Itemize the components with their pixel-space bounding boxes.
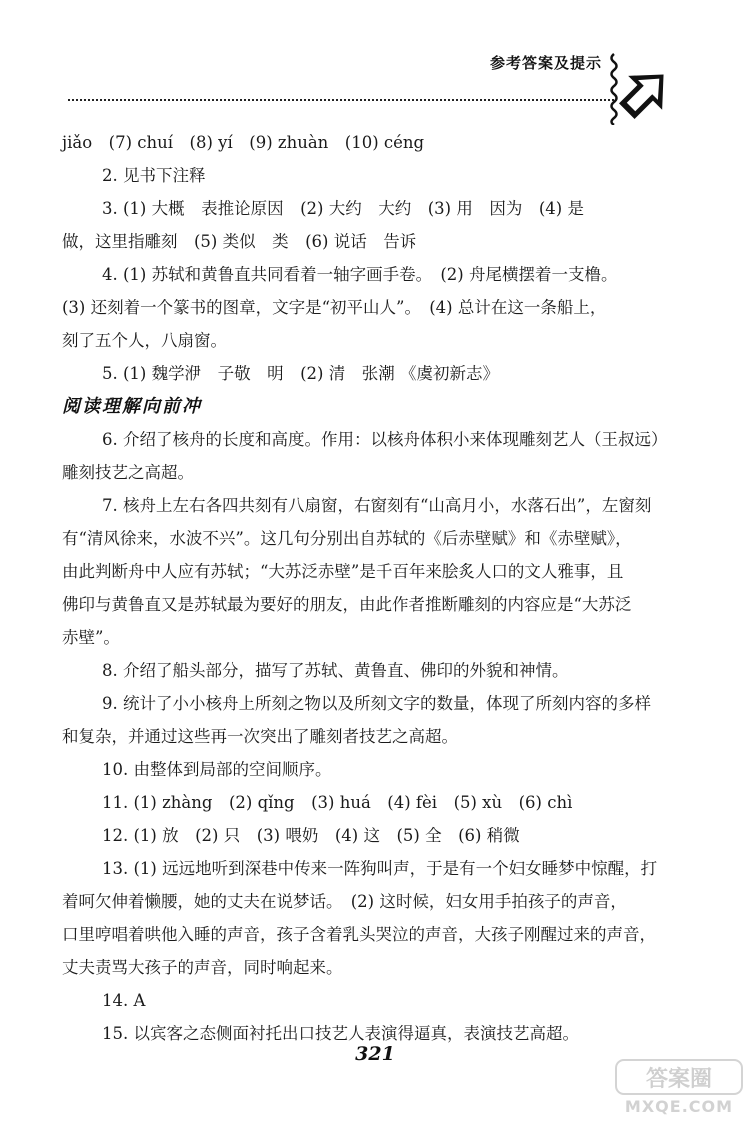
header-title: 参考答案及提示	[490, 54, 603, 72]
text-line: 5. (1) 魏学洢 子敬 明 (2) 清 张潮 《虞初新志》	[102, 364, 499, 383]
arrow-icon	[608, 50, 678, 125]
text-line: 丈夫责骂大孩子的声音，同时响起来。	[62, 958, 343, 977]
text-line: 4. (1) 苏轼和黄鲁直共同看着一轴字画手卷。 (2) 舟尾横摆着一支橹。	[102, 265, 618, 284]
text-line: 13. (1) 远远地听到深巷中传来一阵狗叫声，于是有一个妇女睡梦中惊醒，打	[102, 859, 658, 878]
text-line: 9. 统计了小小核舟上所刻之物以及所刻文字的数量，体现了所刻内容的多样	[102, 694, 651, 713]
text-line: 雕刻技艺之高超。	[62, 463, 194, 482]
text-line: (3) 还刻着一个篆书的图章，文字是“初平山人”。 (4) 总计在这一条船上，	[62, 298, 607, 317]
text-line: 刻了五个人，八扇窗。	[62, 331, 227, 350]
page-number: 321	[355, 1043, 395, 1065]
text-line: 佛印与黄鲁直又是苏轼最为要好的朋友，由此作者推断雕刻的内容应是“大苏泛	[62, 595, 632, 614]
text-line: 11. (1) zhàng (2) qǐng (3) huá (4) fèi (5) xù (6) chì	[102, 793, 573, 812]
section-heading: 阅读理解向前冲	[62, 396, 202, 417]
text-line: 3. (1) 大概 表推论原因 (2) 大约 大约 (3) 用 因为 (4) 是	[102, 199, 584, 218]
text-line: 做，这里指雕刻 (5) 类似 类 (6) 说话 告诉	[62, 232, 417, 251]
text-line: 和复杂，并通过这些再一次突出了雕刻者技艺之高超。	[62, 727, 458, 746]
text-line: jiǎo (7) chuí (8) yí (9) zhuàn (10) céng	[62, 133, 425, 152]
text-line: 着呵欠伸着懒腰，她的丈夫在说梦话。 (2) 这时候，妇女用手拍孩子的声音，	[62, 892, 627, 911]
svg-text:MXQE.COM: MXQE.COM	[624, 1097, 734, 1116]
watermark-logo	[614, 1058, 744, 1116]
text-line: 10. 由整体到局部的空间顺序。	[102, 760, 332, 779]
text-line: 14. A	[102, 991, 146, 1010]
header-dotted-rule	[68, 99, 614, 101]
text-line: 6. 介绍了核舟的长度和高度。作用：以核舟体积小来体现雕刻艺人（王叔远）	[102, 430, 668, 449]
text-line: 12. (1) 放 (2) 只 (3) 喂奶 (4) 这 (5) 全 (6) 稍微	[102, 826, 520, 845]
text-line: 2. 见书下注释	[102, 166, 206, 185]
text-line: 赤壁”。	[62, 628, 120, 647]
answer-content	[62, 126, 690, 1050]
text-line: 由此判断舟中人应有苏轼；“大苏泛赤壁”是千百年来脍炙人口的文人雅事，且	[62, 562, 624, 581]
text-line: 7. 核舟上左右各四共刻有八扇窗，右窗刻有“山高月小，水落石出”，左窗刻	[102, 496, 652, 515]
text-line: 有“清风徐来，水波不兴”。这几句分别出自苏轼的《后赤壁赋》和《赤壁赋》，	[62, 529, 632, 548]
text-line: 15. 以宾客之态侧面衬托出口技艺人表演得逼真，表演技艺高超。	[102, 1024, 579, 1043]
svg-text:答案圈: 答案圈	[645, 1067, 713, 1092]
text-line: 口里哼唱着哄他入睡的声音，孩子含着乳头哭泣的声音，大孩子刚醒过来的声音，	[62, 925, 656, 944]
text-line: 8. 介绍了船头部分，描写了苏轼、黄鲁直、佛印的外貌和神情。	[102, 661, 569, 680]
